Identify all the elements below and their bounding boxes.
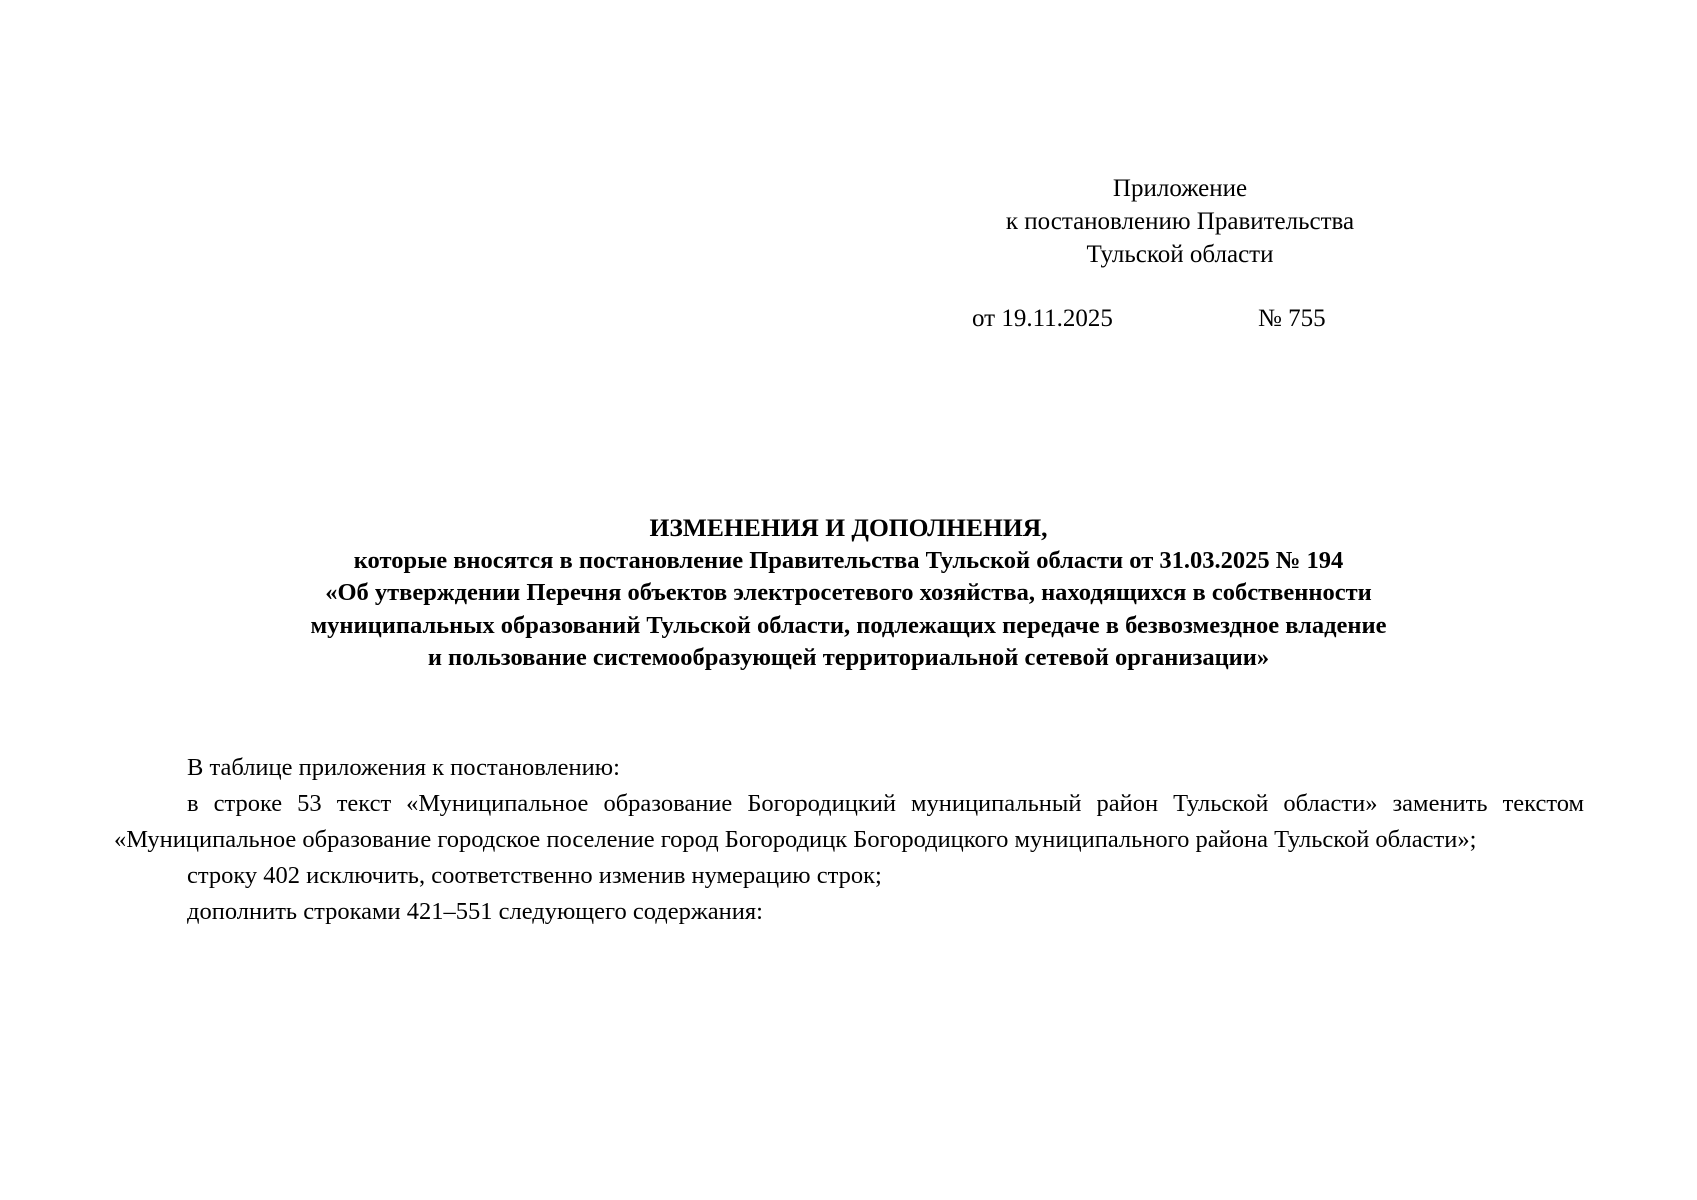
body-paragraph-intro: В таблице приложения к постановлению: <box>187 754 620 781</box>
document-title <box>115 512 1582 675</box>
resolution-date-number <box>972 302 1372 335</box>
resolution-date: от 19.11.2025 <box>972 305 1113 332</box>
title-heading: ИЗМЕНЕНИЯ И ДОПОЛНЕНИЯ, <box>649 513 1048 542</box>
appendix-label: Приложение <box>1112 175 1248 202</box>
title-line-4: муниципальных образований Тульской области, подлежащих передаче в безвозмездное владение <box>310 611 1387 639</box>
title-line-5: и пользование системообразующей территориальной сетевой организации» <box>427 644 1270 671</box>
resolution-number: № 755 <box>1258 305 1326 332</box>
document-body <box>114 750 1584 930</box>
title-line-3: «Об утверждении Перечня объектов электросетевого хозяйства, находящихся в собственности <box>325 579 1372 606</box>
appendix-reference: к постановлению Правительства <box>1005 208 1355 235</box>
appendix-region: Тульской области <box>1086 241 1274 268</box>
appendix-header <box>960 172 1400 271</box>
title-line-2: которые вносятся в постановление Правительства Тульской области от 31.03.2025 № 194 <box>353 546 1344 574</box>
body-paragraph-row-402: строку 402 исключить, соответственно изменив нумерацию строк; <box>187 862 882 889</box>
body-paragraph-rows-add: дополнить строками 421–551 следующего содержания: <box>187 898 763 925</box>
body-paragraph-row-53: в строке 53 текст «Муниципальное образование Богородицкий муниципальный район Тульской области» заменить текстом «Муниципальное образование городское поселение город Богородицк Богородицкого муниципального района Тульской области»; <box>114 790 1584 853</box>
